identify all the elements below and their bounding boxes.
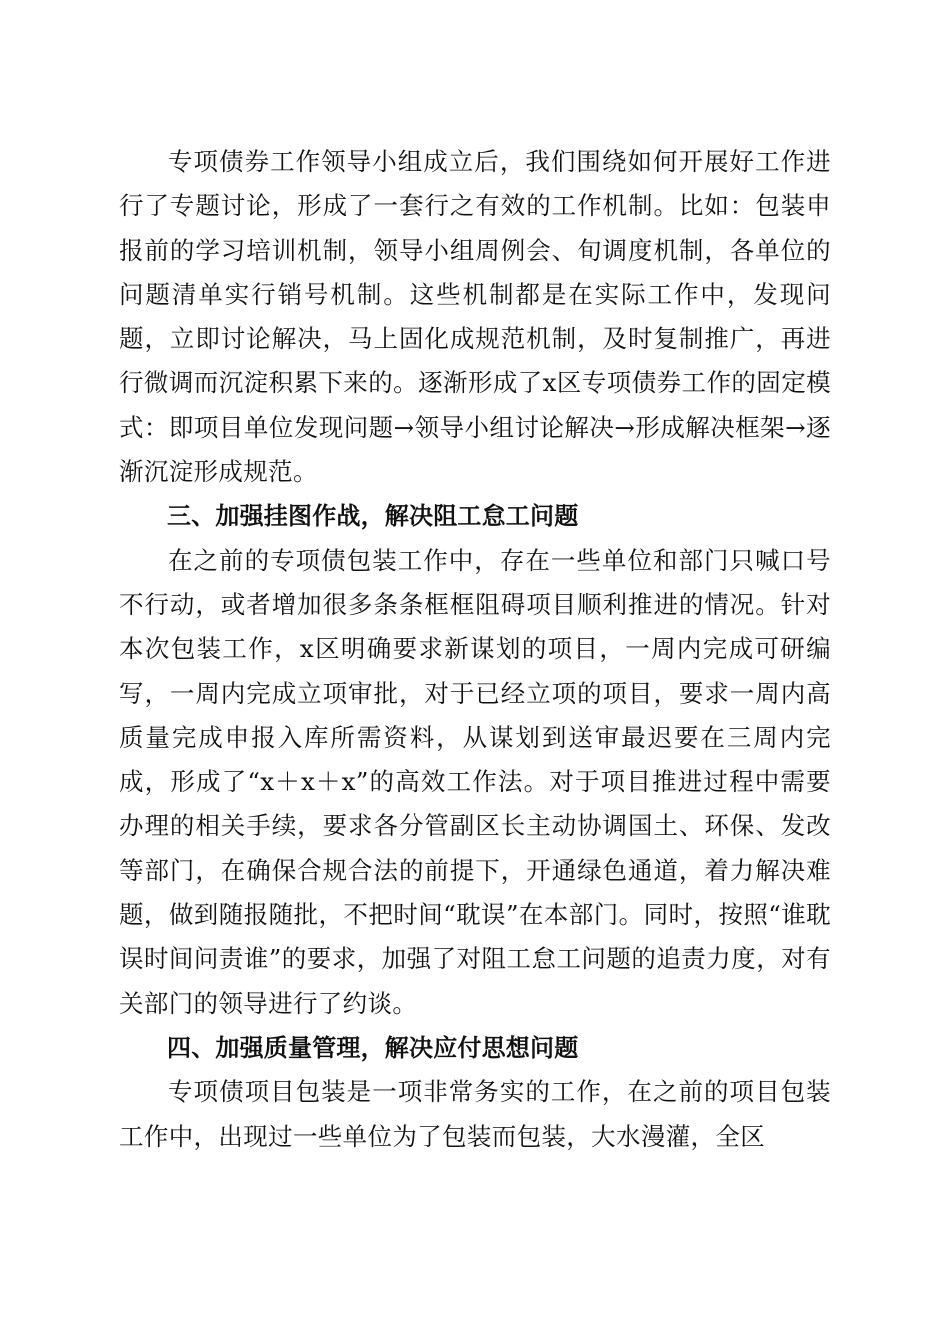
section-heading-4: 四、加强质量管理，解决应付思想问题	[167, 1033, 579, 1062]
document-body	[119, 140, 831, 1159]
paragraph-working-mechanism: 专项债券工作领导小组成立后，我们围绕如何开展好工作进行了专题讨论，形成了一套行之有效的工作机制。比如：包装申报前的学习培训机制，领导小组周例会、旬调度机制，各单位的问题清单实行销号机制。这些机制都是在实际工作中，发现问题，立即讨论解决，马上固化成规范机制，及时复制推广，再进行微调而沉淀积累下来的。逐渐形成了x区专项债券工作的固定模式：即项目单位发现问题→领导小组讨论解决→形成解决框架→逐渐沉淀形成规范。	[119, 147, 831, 487]
paragraph-work-delay: 在之前的专项债包装工作中，存在一些单位和部门只喊口号不行动，或者增加很多条条框框阻碍项目顺利推进的情况。针对本次包装工作，x区明确要求新谋划的项目，一周内完成可研编写，一周内完成立项审批，对于已经立项的项目，要求一周内高质量完成申报入库所需资料，从谋划到送审最迟要在三周内完成，形成了“x＋x＋x”的高效工作法。对于项目推进过程中需要办理的相关手续，要求各分管副区长主动协调国土、环保、发改等部门，在确保合规合法的前提下，开通绿色通道，着力解决难题，做到随报随批，不把时间“耽误”在本部门。同时，按照“谁耽误时间问责谁”的要求，加强了对阻工怠工问题的追责力度，对有关部门的领导进行了约谈。	[119, 545, 832, 1018]
section-heading-3: 三、加强挂图作战，解决阻工怠工问题	[167, 502, 579, 531]
paragraph-quality-management: 专项债项目包装是一项非常务实的工作，在之前的项目包装工作中，出现过一些单位为了包装而包装，大水漫灌，全区	[119, 1077, 831, 1151]
